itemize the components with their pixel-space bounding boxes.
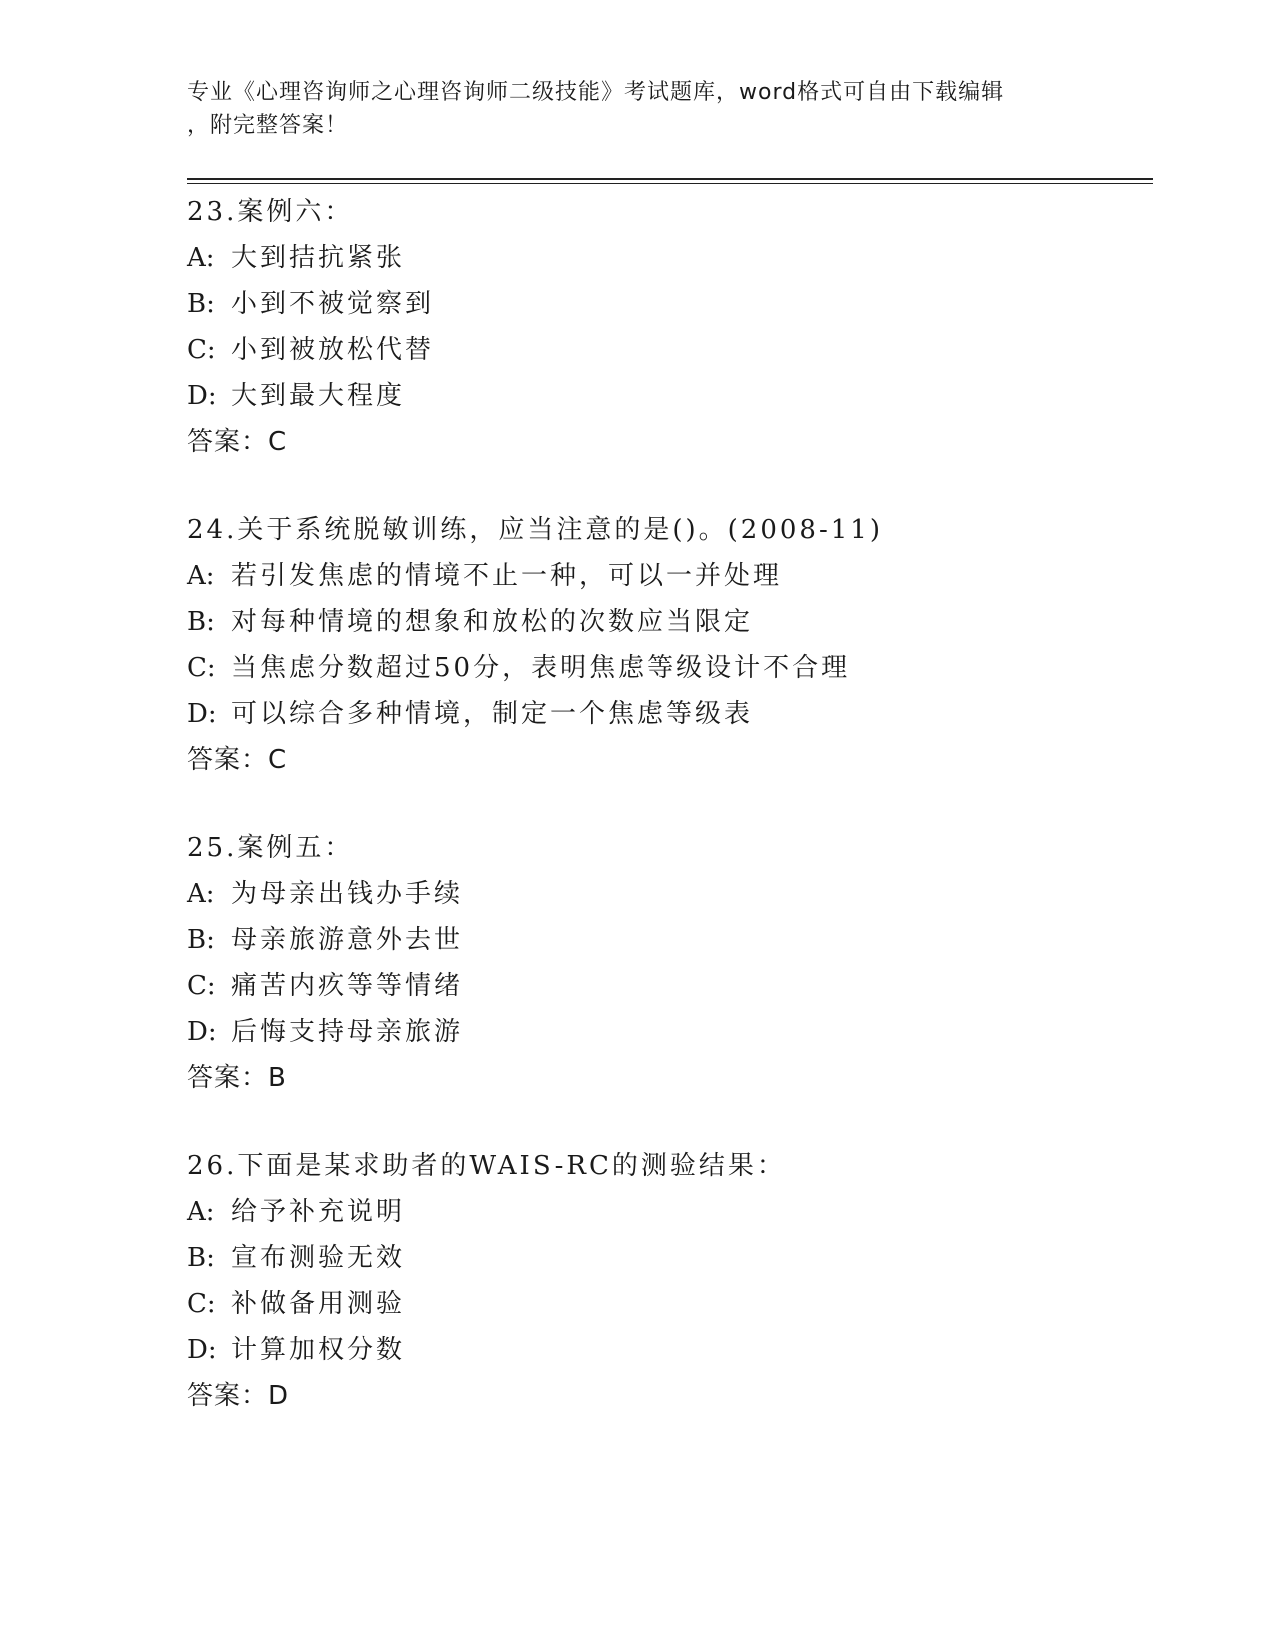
answer-line: 答案：B bbox=[187, 1063, 287, 1093]
option-letter: A: bbox=[187, 243, 215, 273]
option-letter: B: bbox=[187, 607, 215, 637]
option-text: 后悔支持母亲旅游 bbox=[231, 1017, 464, 1047]
header-line-2: ，附完整答案！ bbox=[187, 113, 349, 138]
answer-line: 答案：C bbox=[187, 745, 288, 775]
option-letter: D: bbox=[187, 1017, 217, 1047]
answer-line: 答案：D bbox=[187, 1381, 290, 1411]
document-header bbox=[187, 76, 1087, 142]
option-text: 若引发焦虑的情境不止一种，可以一并处理 bbox=[231, 561, 783, 591]
option-text: 对每种情境的想象和放松的次数应当限定 bbox=[231, 607, 754, 637]
option-a bbox=[187, 553, 1147, 599]
question-stem: 23.案例六： bbox=[187, 197, 354, 227]
option-c bbox=[187, 963, 1147, 1009]
question-list bbox=[187, 189, 1147, 1461]
option-a bbox=[187, 871, 1147, 917]
option-text: 大到最大程度 bbox=[231, 381, 406, 411]
option-text: 计算加权分数 bbox=[231, 1335, 406, 1365]
header-divider-thin bbox=[187, 183, 1153, 184]
option-c bbox=[187, 1281, 1147, 1327]
option-text: 为母亲出钱办手续 bbox=[231, 879, 464, 909]
option-a bbox=[187, 1189, 1147, 1235]
option-text: 宣布测验无效 bbox=[231, 1243, 406, 1273]
option-b bbox=[187, 281, 1147, 327]
question-26 bbox=[187, 1143, 1147, 1419]
option-b bbox=[187, 917, 1147, 963]
option-letter: D: bbox=[187, 1335, 217, 1365]
option-text: 母亲旅游意外去世 bbox=[231, 925, 464, 955]
option-letter: A: bbox=[187, 561, 215, 591]
question-stem: 24.关于系统脱敏训练，应当注意的是()。(2008-11) bbox=[187, 515, 883, 545]
option-letter: D: bbox=[187, 699, 217, 729]
header-line-1: 专业《心理咨询师之心理咨询师二级技能》考试题库，word格式可自由下载编辑 bbox=[187, 80, 1005, 105]
question-stem: 26.下面是某求助者的WAIS-RC的测验结果： bbox=[187, 1151, 786, 1181]
option-b bbox=[187, 1235, 1147, 1281]
option-b bbox=[187, 599, 1147, 645]
option-text: 小到被放松代替 bbox=[231, 335, 435, 365]
option-letter: C: bbox=[187, 335, 216, 365]
option-text: 可以综合多种情境，制定一个焦虑等级表 bbox=[231, 699, 754, 729]
option-letter: C: bbox=[187, 1289, 216, 1319]
option-a bbox=[187, 235, 1147, 281]
header-divider-thick bbox=[187, 178, 1153, 180]
answer-line: 答案：C bbox=[187, 427, 288, 457]
option-text: 补做备用测验 bbox=[231, 1289, 406, 1319]
question-stem: 25.案例五： bbox=[187, 833, 354, 863]
option-text: 给予补充说明 bbox=[231, 1197, 406, 1227]
option-letter: A: bbox=[187, 1197, 215, 1227]
option-letter: B: bbox=[187, 289, 215, 319]
option-d bbox=[187, 691, 1147, 737]
question-24 bbox=[187, 507, 1147, 783]
option-letter: C: bbox=[187, 971, 216, 1001]
option-d bbox=[187, 373, 1147, 419]
option-text: 小到不被觉察到 bbox=[231, 289, 435, 319]
question-25 bbox=[187, 825, 1147, 1101]
question-23 bbox=[187, 189, 1147, 465]
option-letter: D: bbox=[187, 381, 217, 411]
option-d bbox=[187, 1327, 1147, 1373]
option-text: 痛苦内疚等等情绪 bbox=[231, 971, 464, 1001]
option-letter: A: bbox=[187, 879, 215, 909]
option-letter: C: bbox=[187, 653, 216, 683]
option-text: 大到拮抗紧张 bbox=[231, 243, 406, 273]
option-c bbox=[187, 645, 1147, 691]
option-letter: B: bbox=[187, 925, 215, 955]
option-d bbox=[187, 1009, 1147, 1055]
option-text: 当焦虑分数超过50分，表明焦虑等级设计不合理 bbox=[231, 653, 851, 683]
option-c bbox=[187, 327, 1147, 373]
option-letter: B: bbox=[187, 1243, 215, 1273]
